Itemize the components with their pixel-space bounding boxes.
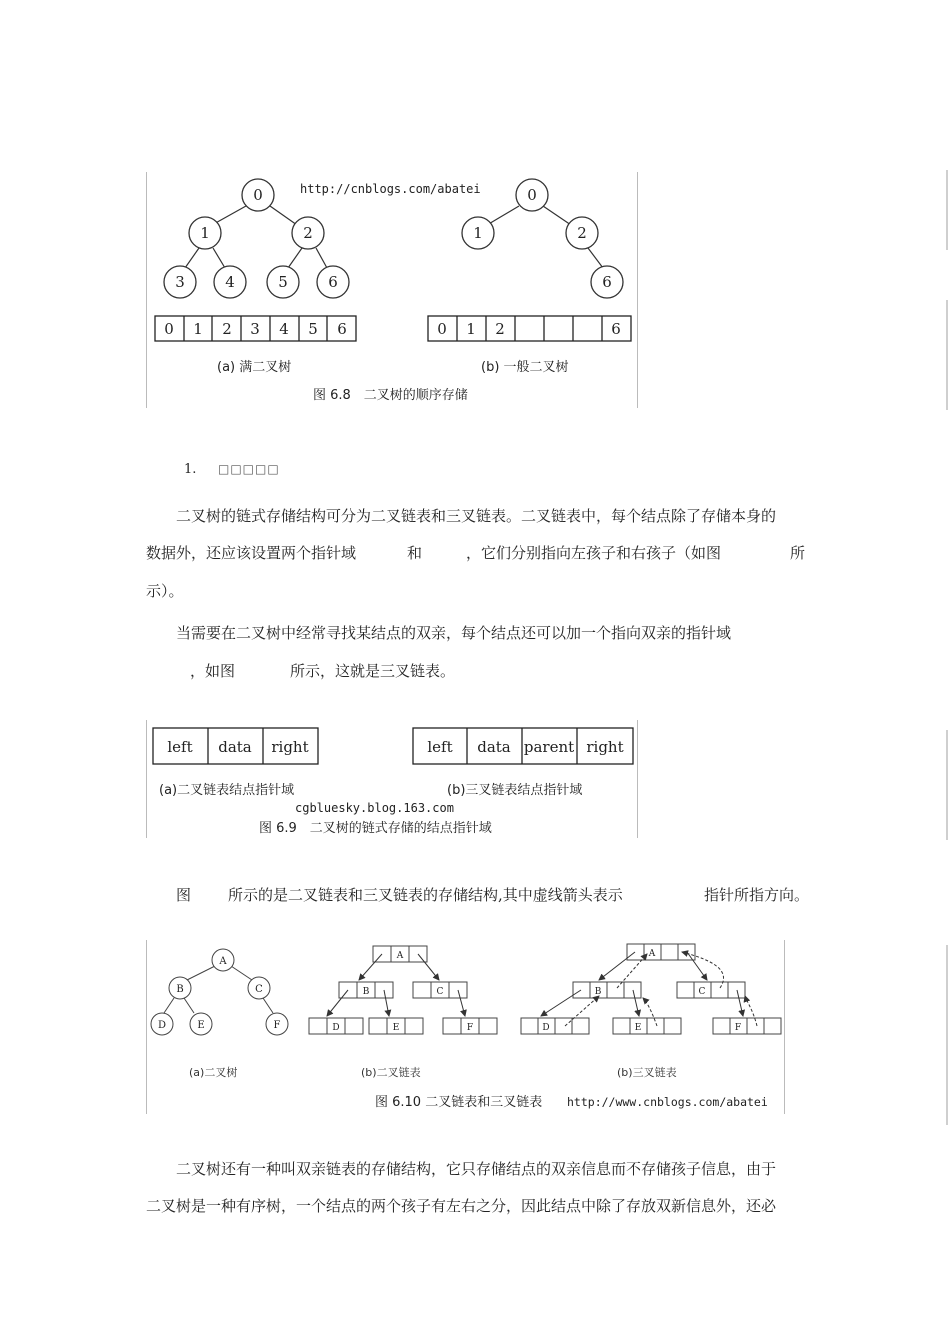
paragraph-fragment: 所示，这就是三叉链表。 (290, 662, 456, 680)
figure-caption: 图 6.10 二叉链表和三叉链表 (375, 1095, 543, 1110)
figure-6-8 (146, 172, 638, 408)
figure-6-9 (146, 720, 638, 838)
tree-b-label: 0 (527, 186, 537, 204)
figure-6-9-drawing (147, 720, 637, 838)
tree-node-label: B (176, 984, 184, 995)
array-a-cell: 3 (250, 320, 260, 338)
array-a-cell: 5 (308, 320, 318, 338)
list-node-label: F (734, 1023, 742, 1033)
array-b-cell: 0 (437, 320, 447, 338)
binary-field: left (167, 738, 193, 756)
list-node-label: B (594, 987, 602, 997)
ternary-field: right (586, 738, 624, 756)
page-edge-mark (946, 730, 948, 840)
binary-field: data (218, 738, 252, 756)
figure-sublabel-a: (a)二叉链表结点指针域 (159, 783, 295, 798)
paragraph-fragment: 指针所指方向。 (704, 886, 810, 904)
ternary-field: data (477, 738, 511, 756)
figure-sublabel-c: (b)三叉链表 (617, 1066, 677, 1079)
tree-node-label: C (255, 984, 263, 995)
paragraph-line: 二叉树是一种有序树，一个结点的两个孩子有左右之分，因此结点中除了存放双新信息外，还必 (146, 1197, 777, 1215)
array-a-cell: 2 (222, 320, 232, 338)
list-node-label: A (648, 949, 656, 959)
paragraph-fragment: ，如图 (190, 662, 236, 680)
figure-sublabel-a: (a) 满二叉树 (217, 360, 292, 375)
array-b-cell: 1 (466, 320, 476, 338)
list-node-label: D (542, 1023, 550, 1033)
section-heading: □□□□□ (218, 462, 280, 476)
tree-b-label: 2 (577, 224, 587, 242)
tree-a-label: 3 (175, 273, 185, 291)
figure-6-8-drawing (147, 172, 637, 408)
page-edge-mark (946, 300, 948, 410)
array-a-cell: 4 (279, 320, 289, 338)
paragraph-fragment: 所 (790, 544, 806, 562)
tree-a-label: 1 (200, 224, 210, 242)
figure-caption: 图 6.9 二叉树的链式存储的结点指针域 (259, 821, 492, 836)
figure-sublabel-a: (a)二叉树 (189, 1066, 238, 1079)
paragraph-line: 二叉树还有一种叫双亲链表的存储结构，它只存储结点的双亲信息而不存储孩子信息，由于 (176, 1160, 777, 1178)
paragraph-line: 二叉树的链式存储结构可分为二叉链表和三叉链表。二叉链表中，每个结点除了存储本身的 (176, 507, 777, 525)
paragraph-fragment: 和 (407, 544, 423, 562)
array-a-cell: 1 (193, 320, 203, 338)
list-node-label: B (362, 987, 370, 997)
paragraph-line: 示）。 (146, 582, 184, 600)
figure-6-10-drawing (147, 940, 784, 1114)
tree-a-label: 4 (225, 273, 235, 291)
paragraph-fragment: ，它们分别指向左孩子和右孩子（如图 (466, 544, 722, 562)
array-a-cell: 0 (164, 320, 174, 338)
ternary-field: parent (523, 738, 575, 756)
tree-node-label: D (157, 1020, 167, 1031)
figure-url: http://cnblogs.com/abatei (300, 182, 481, 196)
list-node-label: F (466, 1023, 474, 1033)
list-node-label: C (436, 987, 444, 997)
tree-a-label: 0 (253, 186, 263, 204)
figure-6-10 (146, 940, 785, 1114)
figure-url: cgbluesky.blog.163.com (295, 801, 454, 815)
paragraph-fragment: 所示的是二叉链表和三叉链表的存储结构,其中虚线箭头表示 (228, 886, 623, 904)
ternary-field: left (427, 738, 453, 756)
paragraph-line: 当需要在二叉树中经常寻找某结点的双亲，每个结点还可以加一个指向双亲的指针域 (176, 624, 732, 642)
list-node-label: A (396, 951, 404, 961)
tree-a-label: 5 (278, 273, 288, 291)
binary-field: right (271, 738, 309, 756)
paragraph-fragment: 图 (176, 886, 192, 904)
array-b-cell: 2 (495, 320, 505, 338)
tree-node-label: E (197, 1020, 205, 1031)
tree-a-label: 2 (303, 224, 313, 242)
figure-sublabel-b: (b) 一般二叉树 (481, 360, 569, 375)
list-node-label: D (332, 1023, 340, 1033)
tree-b-label: 6 (602, 273, 612, 291)
tree-node-label: F (273, 1020, 281, 1031)
figure-sublabel-b: (b)三叉链表结点指针域 (447, 783, 583, 798)
figure-url: http://www.cnblogs.com/abatei (567, 1095, 768, 1109)
list-node-label: E (634, 1023, 642, 1033)
tree-a-label: 6 (328, 273, 338, 291)
figure-sublabel-b: (b)二叉链表 (361, 1066, 421, 1079)
page-edge-mark (946, 170, 948, 250)
list-node-label: E (392, 1023, 400, 1033)
tree-node-label: A (219, 956, 227, 967)
array-b-cell: 6 (611, 320, 621, 338)
array-a-cell: 6 (337, 320, 347, 338)
figure-caption: 图 6.8 二叉树的顺序存储 (313, 388, 468, 403)
paragraph-line: 数据外，还应该设置两个指针域 (146, 544, 357, 562)
section-number: 1. (184, 462, 197, 477)
page-edge-mark (946, 945, 948, 1125)
list-node-label: C (698, 987, 706, 997)
tree-b-label: 1 (473, 224, 483, 242)
